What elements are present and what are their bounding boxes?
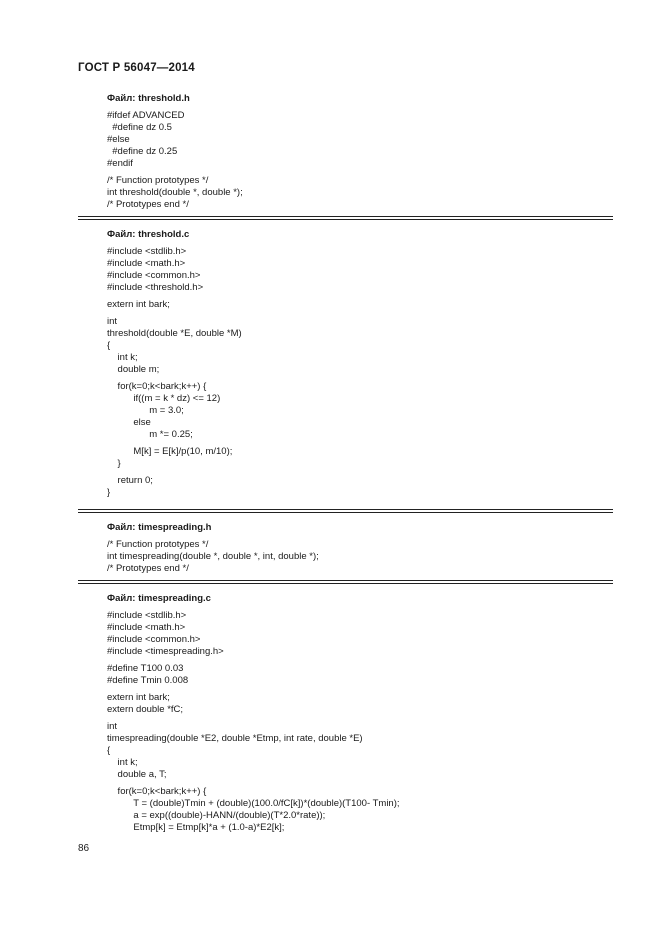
code-line: if((m = k * dz) <= 12) [107, 393, 221, 404]
code-line: int threshold(double *, double *); [107, 187, 243, 198]
code-line: #include <math.h> [107, 622, 186, 633]
section-separator [78, 509, 613, 513]
code-line: int timespreading(double *, double *, int, double *); [107, 551, 319, 562]
code-line: #include <stdlib.h> [107, 246, 187, 257]
code-line: int k; [107, 352, 138, 363]
code-line: extern int bark; [107, 692, 170, 703]
code-line: #include <math.h> [107, 258, 186, 269]
file-title: Файл: timespreading.h [107, 522, 212, 533]
code-line: T = (double)Tmin + (double)(100.0/fC[k])*(double)(T100- Tmin); [107, 798, 400, 809]
file-title: Файл: threshold.h [107, 93, 190, 104]
code-line: int [107, 316, 118, 327]
code-line: /* Prototypes end */ [107, 563, 189, 574]
code-line: { [107, 340, 111, 351]
code-line: M[k] = E[k]/p(10, m/10); [107, 446, 233, 457]
code-line: Etmp[k] = Etmp[k]*a + (1.0-a)*E2[k]; [107, 822, 285, 833]
code-line: { [107, 745, 111, 756]
code-line: #include <timespreading.h> [107, 646, 224, 657]
code-line: #include <common.h> [107, 270, 201, 281]
code-line: return 0; [107, 475, 153, 486]
code-line: double m; [107, 364, 160, 375]
code-line: #include <stdlib.h> [107, 610, 187, 621]
file-section-timespreading-h [107, 522, 612, 575]
code-line: for(k=0;k<bark;k++) { [107, 786, 207, 797]
code-line: /* Prototypes end */ [107, 199, 189, 210]
file-section-timespreading-c [107, 593, 612, 834]
code-line: #include <common.h> [107, 634, 201, 645]
file-title: Файл: timespreading.c [107, 593, 211, 604]
code-line: for(k=0;k<bark;k++) { [107, 381, 207, 392]
code-listing [107, 539, 612, 575]
code-line: else [107, 417, 151, 428]
section-separator [78, 580, 613, 584]
code-line: #ifdef ADVANCED [107, 110, 185, 121]
code-line: /* Function prototypes */ [107, 175, 209, 186]
code-line: #define Tmin 0.008 [107, 675, 189, 686]
code-listing [107, 246, 612, 499]
code-listing [107, 610, 612, 834]
code-line: #define dz 0.25 [107, 146, 178, 157]
code-line: extern int bark; [107, 299, 170, 310]
code-line: } [107, 487, 111, 498]
code-line: #define dz 0.5 [107, 122, 172, 133]
code-line: #else [107, 134, 130, 145]
code-line: #include <threshold.h> [107, 282, 204, 293]
code-line: #endif [107, 158, 133, 169]
code-line: } [107, 458, 121, 469]
code-line: m = 3.0; [107, 405, 184, 416]
code-line: #define T100 0.03 [107, 663, 184, 674]
code-line: a = exp((double)-HANN/(double)(T*2.0*rate)); [107, 810, 326, 821]
code-line: m *= 0.25; [107, 429, 193, 440]
code-line: int [107, 721, 118, 732]
file-title: Файл: threshold.c [107, 229, 190, 240]
document-header: ГОСТ Р 56047—2014 [78, 62, 195, 74]
code-line: double a, T; [107, 769, 167, 780]
page-number: 86 [78, 843, 90, 854]
section-separator [78, 216, 613, 220]
code-line: extern double *fC; [107, 704, 184, 715]
code-listing [107, 110, 612, 211]
file-section-threshold-h [107, 93, 612, 211]
code-line: timespreading(double *E2, double *Etmp, int rate, double *E) [107, 733, 363, 744]
code-line: /* Function prototypes */ [107, 539, 209, 550]
file-section-threshold-c [107, 229, 612, 499]
code-line: threshold(double *E, double *M) [107, 328, 242, 339]
code-line: int k; [107, 757, 138, 768]
